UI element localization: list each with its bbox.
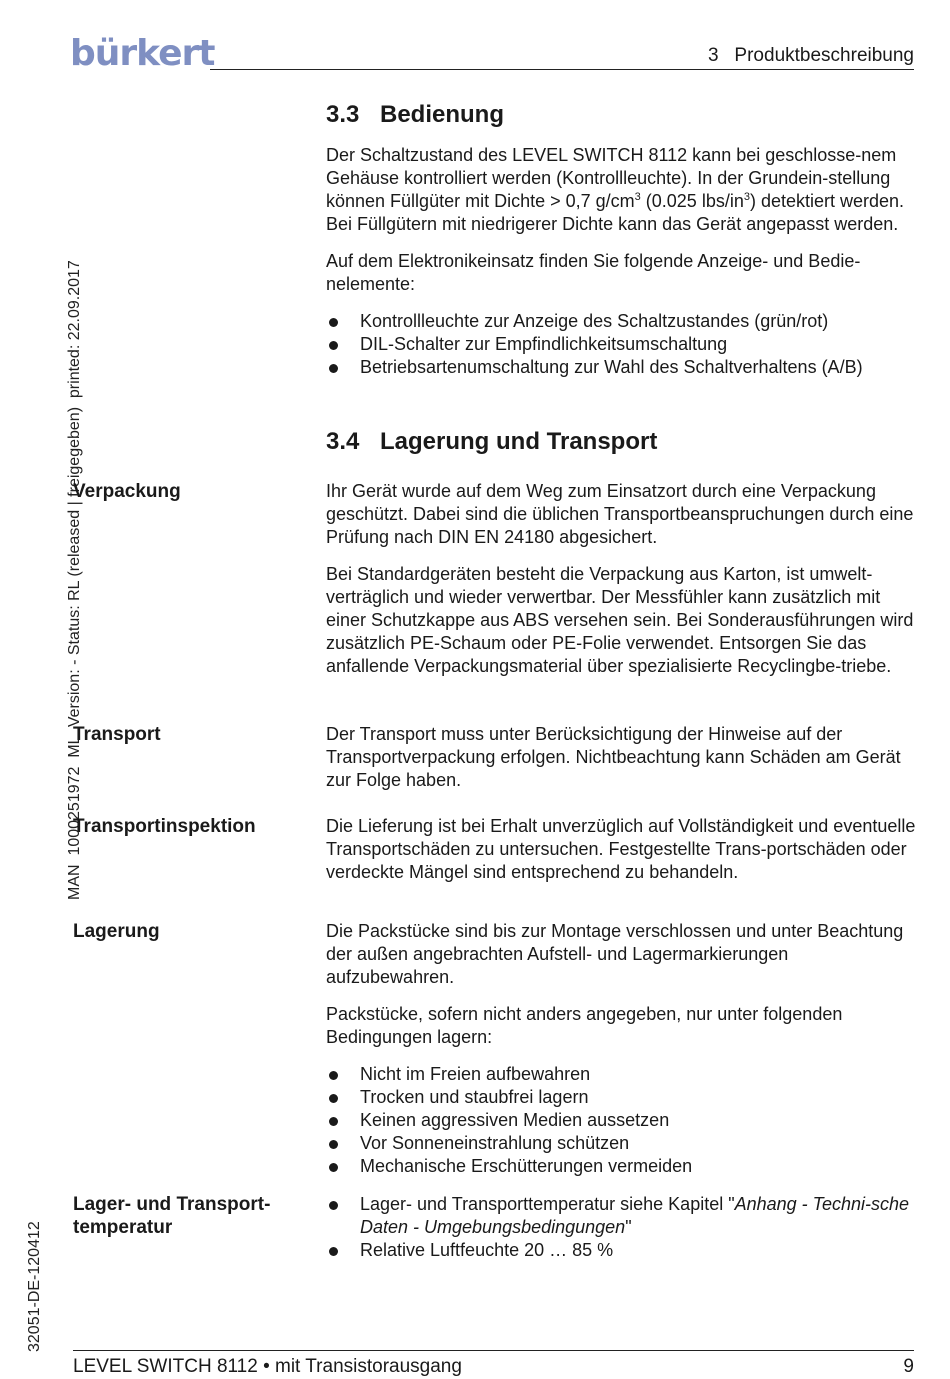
label-transportinspektion: Transportinspektion: [73, 816, 256, 837]
list-item: Mechanische Erschütterungen vermeiden: [326, 1155, 918, 1178]
paragraph: Auf dem Elektronikeinsatz finden Sie folgende Anzeige- und Bedie-nelemente:: [326, 251, 861, 294]
temperatur-body: [326, 1193, 918, 1262]
paragraph: Die Lieferung ist bei Erhalt unverzüglich auf Vollständigkeit und eventuelle Transportschäden zu untersuchen. Festgestellte Trans-portschäden oder verdeckte Mängel sind entsprechend zu behandeln.: [326, 816, 916, 882]
section-heading-3-4: [326, 427, 657, 457]
section-number: 3.3: [326, 101, 360, 128]
list-item: Kontrollleuchte zur Anzeige des Schaltzustandes (grün/rot): [326, 310, 918, 333]
paragraph: Die Packstücke sind bis zur Montage verschlossen und unter Beachtung der außen angebrachten Aufstell- und Lagermarkierungen aufzubewahren.: [326, 921, 904, 987]
list-item: Nicht im Freien aufbewahren: [326, 1063, 918, 1086]
chapter-reference: Anhang - Techni-sche Daten - Umgebungsbedingungen: [360, 1194, 910, 1237]
document-code-vertical: 32051-DE-120412: [26, 1221, 43, 1352]
section-3-3-body: [326, 144, 918, 379]
bullet-list: [326, 310, 918, 379]
list-item: Relative Luftfeuchte 20 … 85 %: [326, 1239, 918, 1262]
footer-rule: [73, 1350, 914, 1351]
list-item: Trocken und staubfrei lagern: [326, 1086, 918, 1109]
paragraph: Bei Standardgeräten besteht die Verpackung aus Karton, ist umwelt-verträglich und wieder verwertbar. Der Messfühler kann zusätzlich mit einer Schutzkappe aus ABS versehen sein. Bei Sonderausführungen wird zusätzlich PE-Schaum oder PE-Folie verwendet. Entsorgen Sie das anfallende Verpackungsmaterial über spezialisierte Recyclingbe-triebe.: [326, 564, 914, 676]
section-heading-3-3: [326, 100, 504, 130]
section-title: Bedienung: [380, 101, 504, 128]
list-item: DIL-Schalter zur Empfindlichkeitsumschaltung: [326, 333, 918, 356]
chapter-title: 3 Produktbeschreibung: [708, 45, 914, 66]
label-verpackung: Verpackung: [73, 481, 181, 502]
paragraph: Der Transport muss unter Berücksichtigung der Hinweise auf der Transportverpackung erfolgen. Nichtbeachtung kann Schäden am Gerät zur Folge haben.: [326, 724, 901, 790]
paragraph: Ihr Gerät wurde auf dem Weg zum Einsatzort durch eine Verpackung geschützt. Dabei sind die üblichen Transportbeanspruchungen durch eine Prüfung nach DIN EN 24180 abgesichert.: [326, 481, 914, 547]
paragraph: Packstücke, sofern nicht anders angegeben, nur unter folgenden Bedingungen lagern:: [326, 1004, 843, 1047]
paragraph: Der Schaltzustand des LEVEL SWITCH 8112 kann bei geschlosse-nem Gehäuse kontrolliert werden (Kontrollleuchte). In der Grundein-stellung können Füllgüter mit Dichte > 0,7 $g/cm^3$ (0.025 lbs/$in^3$) detektiert werden. Bei Füllgütern mit niedrigerer Dichte kann das Gerät angepasst werden.: [326, 145, 905, 234]
footer-product: LEVEL SWITCH 8112 • mit Transistorausgang: [73, 1356, 462, 1377]
list-item: Keinen aggressiven Medien aussetzen: [326, 1109, 918, 1132]
label-transport: Transport: [73, 724, 161, 745]
section-title: Lagerung und Transport: [380, 428, 658, 455]
page-number: 9: [903, 1356, 914, 1377]
verpackung-body: [326, 480, 918, 678]
label-lagerung: Lagerung: [73, 921, 160, 942]
document-info-vertical: MAN 1000251972 ML Version: - Status: RL (released | freigegeben) printed: 22.09.2017: [66, 260, 83, 900]
buerkert-logo: bürkert: [70, 33, 215, 74]
bullet-list: [326, 1193, 918, 1262]
label-lager-transporttemperatur: Lager- und Transport-temperatur: [73, 1194, 271, 1238]
transportinspektion-body: [326, 815, 918, 884]
list-item: Vor Sonneneinstrahlung schützen: [326, 1132, 918, 1155]
transport-body: [326, 723, 918, 792]
bullet-list: [326, 1063, 918, 1178]
list-item: Lager- und Transporttemperatur siehe Kapitel "Anhang - Techni-sche Daten - Umgebungsbedingungen": [326, 1193, 918, 1239]
header-rule: [210, 69, 914, 70]
section-number: 3.4: [326, 428, 360, 455]
list-item: Betriebsartenumschaltung zur Wahl des Schaltverhaltens (A/B): [326, 356, 918, 379]
lagerung-body: [326, 920, 918, 1178]
